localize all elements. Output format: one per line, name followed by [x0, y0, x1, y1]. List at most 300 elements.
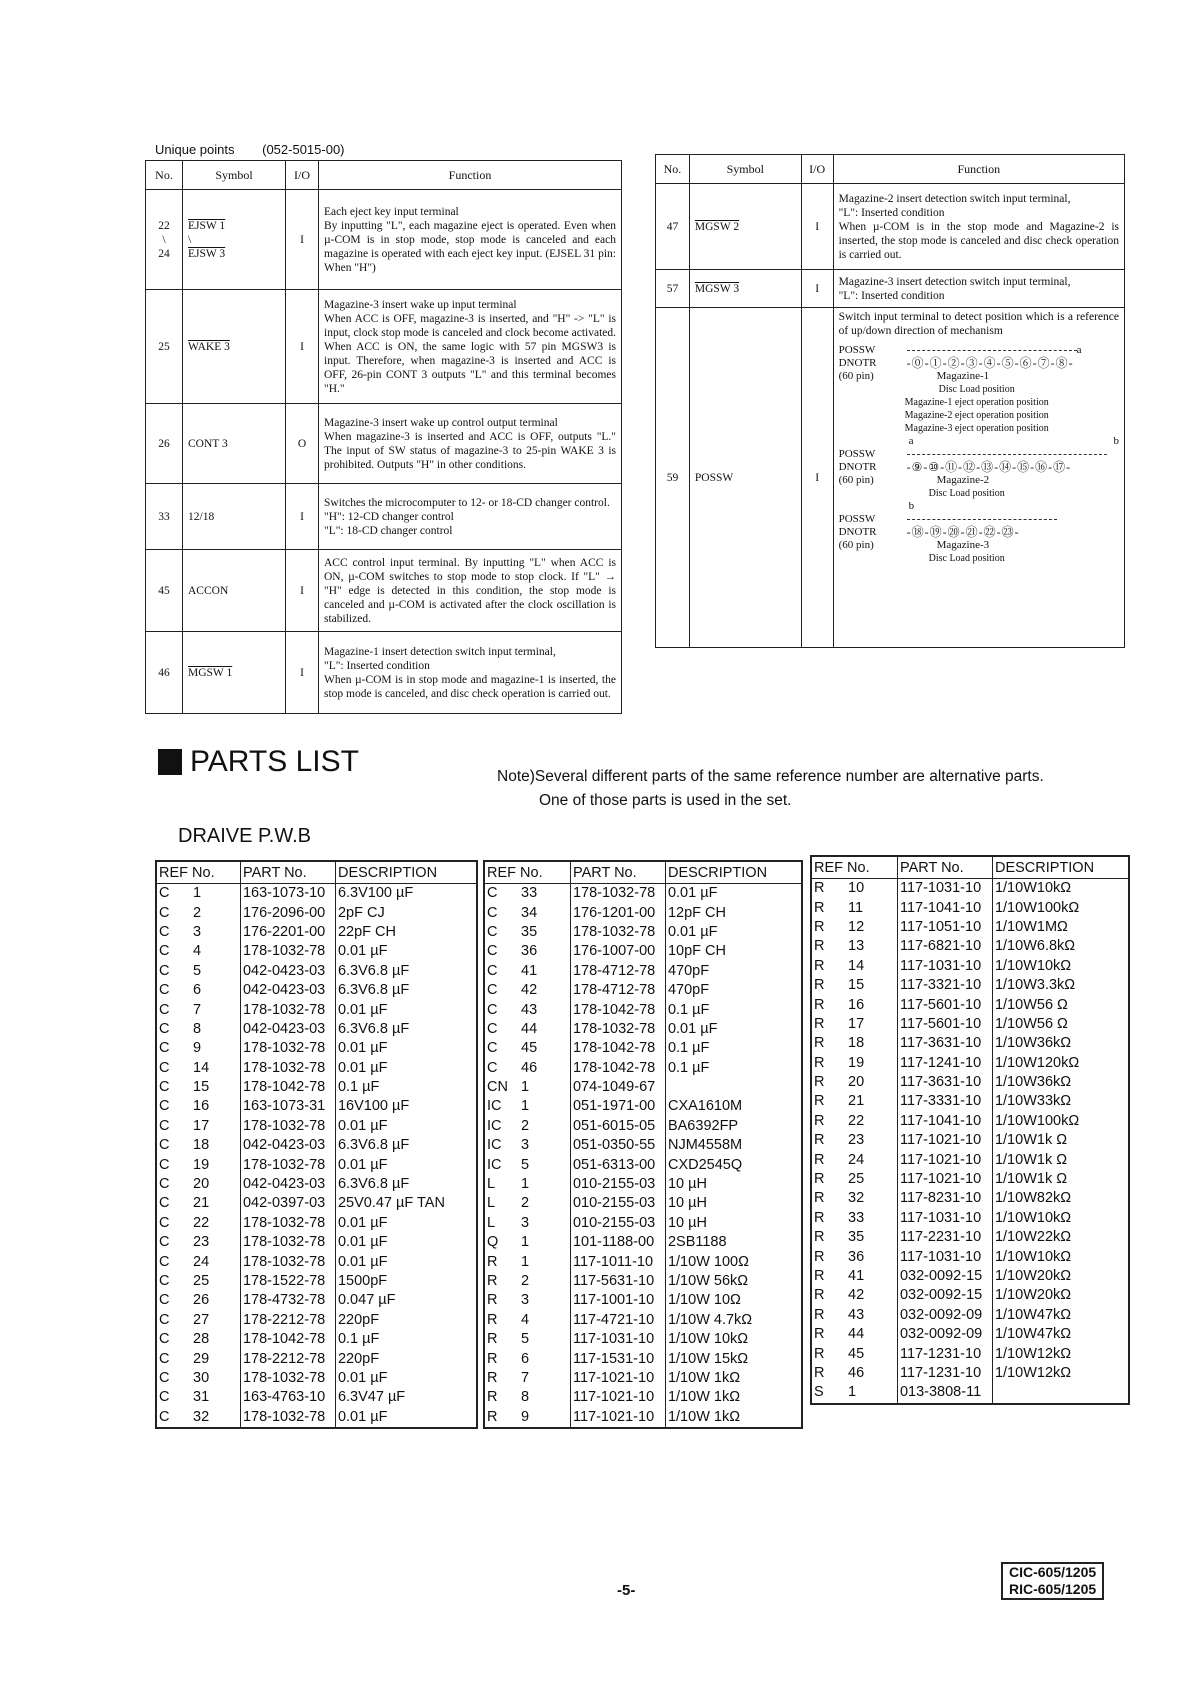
ref-number: 32 [848, 1190, 865, 1207]
page-number: -5- [617, 1582, 636, 1599]
part-number: 051-0350-55 [570, 1136, 665, 1155]
description: 1/10W56 Ω [992, 1015, 1129, 1034]
model-number-box: CIC-605/1205 RIC-605/1205 [1001, 1562, 1104, 1600]
description: 16V100 µF [335, 1097, 477, 1116]
ref-number: 1 [193, 885, 202, 902]
col-header-desc: DESCRIPTION [992, 856, 1129, 879]
table-row [811, 1267, 1129, 1286]
description: 0.1 µF [335, 1078, 477, 1097]
ref-number: 27 [193, 1311, 210, 1328]
ref-type: R [811, 1150, 842, 1169]
ref-number: 18 [193, 1137, 210, 1154]
part-number: 178-4712-78 [570, 962, 665, 981]
table-row [484, 1078, 802, 1097]
table-row [484, 1117, 802, 1136]
ref-number: 2 [521, 1273, 530, 1289]
part-number: 163-4763-10 [240, 1388, 335, 1407]
ref-type: R [811, 995, 842, 1014]
ref-type: CN [484, 1078, 515, 1097]
table-row [811, 1325, 1129, 1344]
part-number: 117-3631-10 [897, 1034, 992, 1053]
bullet-square-icon [158, 749, 182, 775]
part-number: 178-1522-78 [240, 1272, 335, 1291]
part-number: 117-1001-10 [570, 1291, 665, 1310]
function-table-right [655, 154, 1125, 648]
table-row [156, 1349, 477, 1368]
col-header-part: PART No. [240, 861, 335, 884]
pin-symbol: MGSW 1 [183, 632, 286, 714]
part-number: 013-3808-11 [897, 1383, 992, 1403]
part-number: 178-4732-78 [240, 1291, 335, 1310]
ref-number: 23 [193, 1234, 210, 1251]
ref-type: C [156, 1078, 187, 1097]
ref-number: 4 [521, 1311, 530, 1328]
pin-function: Switch input terminal to detect position which is a reference of up/down direction of mechanism POSSW a DNOTR -⓪-①-②-③-④-⑤-⑥-⑦-⑧- (60 pin) Magazine-1 Disc Load position Magazine-1 eject operation position Magazine-2 eject operation position Magazine-3 eject operation position a b POSSW DNOTR -⑨-⑩-⑪-⑫-⑬-⑭-⑮-⑯-⑰- (60 pin) Magazine-2 Disc Load position b POSSW DNOTR -⑱-⑲-⑳-㉑-㉒-㉓- (60 pin) Magazine-3 Disc Load position [833, 308, 1124, 648]
ref-number: 17 [193, 1117, 210, 1134]
ref-type: C [156, 1000, 187, 1019]
col-header-function: Function [833, 155, 1124, 184]
description: NJM4558M [665, 1136, 802, 1155]
parts-table-2 [483, 860, 803, 1429]
pin-io: I [286, 632, 319, 714]
description: 2pF CJ [335, 903, 477, 922]
table-row [811, 1073, 1129, 1092]
ref-type: R [811, 1364, 842, 1383]
ref-type: R [811, 1247, 842, 1266]
ref-type: R [811, 918, 842, 937]
description: 1/10W10kΩ [992, 879, 1129, 899]
part-number: 117-1051-10 [897, 918, 992, 937]
description: 6.3V47 µF [335, 1388, 477, 1407]
part-number: 042-0423-03 [240, 1020, 335, 1039]
description: 1/10W47kΩ [992, 1306, 1129, 1325]
part-number: 178-1042-78 [570, 1039, 665, 1058]
description: 1/10W100kΩ [992, 1112, 1129, 1131]
ref-number: 24 [848, 1151, 865, 1168]
description: 1/10W 56kΩ [665, 1272, 802, 1291]
part-number: 032-0092-15 [897, 1286, 992, 1305]
col-header-desc: DESCRIPTION [665, 861, 802, 884]
table-row [656, 270, 1125, 308]
ref-number: 43 [521, 1001, 538, 1018]
table-row [156, 1059, 477, 1078]
table-row [156, 903, 477, 922]
ref-type: C [484, 1000, 515, 1019]
ref-type: C [156, 1155, 187, 1174]
ref-type: R [811, 1286, 842, 1305]
description: 1/10W 1kΩ [665, 1369, 802, 1388]
pin-function: Magazine-1 insert detection switch input terminal, "L": Inserted condition When µ-COM is in stop mode and magazine-1 is inserted, the stop mode is canceled, and disc check operation is carried out. [319, 632, 622, 714]
ref-number: 28 [193, 1331, 210, 1348]
description: 0.047 µF [335, 1291, 477, 1310]
function-table-left [145, 160, 622, 714]
part-number: 178-4712-78 [570, 981, 665, 1000]
pin-function: Magazine-3 insert wake up input terminal When ACC is OFF, magazine-3 is inserted, and "H" -> "L" is input, clock stop mode is canceled and clock become activated. When ACC is ON, the same logic with 57 pin MGSW3 is input. Therefore, when magazine-3 is inserted and ACC is OFF, 26-pin CONT 3 outputs "L" and this terminal becomes "H." [319, 290, 622, 404]
ref-number: 44 [848, 1326, 865, 1343]
table-row [484, 1349, 802, 1368]
part-number: 117-8231-10 [897, 1189, 992, 1208]
part-number: 178-1042-78 [570, 1000, 665, 1019]
part-number: 178-1032-78 [240, 1039, 335, 1058]
ref-number: 19 [848, 1054, 865, 1071]
table-row [484, 1039, 802, 1058]
ref-type: R [811, 879, 842, 899]
part-number: 117-1231-10 [897, 1364, 992, 1383]
table-row [156, 1155, 477, 1174]
col-header-part: PART No. [570, 861, 665, 884]
part-number: 117-5601-10 [897, 995, 992, 1014]
description: 220pF [335, 1349, 477, 1368]
ref-type: C [484, 903, 515, 922]
table-row [156, 1020, 477, 1039]
table-row [156, 962, 477, 981]
ref-number: 2 [521, 1117, 530, 1134]
table-row [811, 1150, 1129, 1169]
description: 0.01 µF [335, 1039, 477, 1058]
pin-function: Switches the microcomputer to 12- or 18-CD changer control. "H": 12-CD changer control "L": 18-CD changer control [319, 484, 622, 550]
table-row [811, 1344, 1129, 1363]
ref-type: C [156, 1175, 187, 1194]
position-diagram: POSSW a DNOTR -⓪-①-②-③-④-⑤-⑥-⑦-⑧- (60 pin) Magazine-1 Disc Load position Magazine-1 eject operation position Magazine-2 eject operation position Magazine-3 eject operation position a b POSSW DNOTR -⑨-⑩-⑪-⑫-⑬-⑭-⑮-⑯-⑰- (60 pin) Magazine-2 Disc Load position b POSSW DNOTR -⑱-⑲-⑳-㉑-㉒-㉓- (60 pin) Magazine-3 Disc Load position [838, 344, 1119, 564]
ref-type: L [484, 1175, 515, 1194]
table-row [811, 1228, 1129, 1247]
part-number: 176-2096-00 [240, 903, 335, 922]
description: 1/10W6.8kΩ [992, 937, 1129, 956]
ref-number: 1 [521, 1253, 530, 1270]
table-row [484, 903, 802, 922]
part-number: 178-1032-78 [240, 1000, 335, 1019]
ref-number: 29 [193, 1350, 210, 1367]
ref-number: 22 [193, 1214, 210, 1231]
table-row [811, 1306, 1129, 1325]
ref-number: 3 [521, 1214, 530, 1231]
description: 0.1 µF [335, 1330, 477, 1349]
ref-type: C [484, 1020, 515, 1039]
ref-type: C [484, 1039, 515, 1058]
table-row [484, 1175, 802, 1194]
ref-type: C [156, 1330, 187, 1349]
table-row [811, 1364, 1129, 1383]
ref-number: 12 [848, 918, 865, 935]
col-header-io: I/O [286, 161, 319, 190]
description: 1/10W 1kΩ [665, 1388, 802, 1407]
part-number: 117-1031-10 [897, 1209, 992, 1228]
table-row [811, 1286, 1129, 1305]
ref-number: 14 [193, 1059, 210, 1076]
description: 1/10W3.3kΩ [992, 976, 1129, 995]
ref-type: R [811, 1325, 842, 1344]
ref-type: R [484, 1349, 515, 1368]
ref-type: C [156, 1059, 187, 1078]
board-subtitle: DRAIVE P.W.B [178, 825, 312, 847]
ref-type: C [156, 923, 187, 942]
part-number: 032-0092-09 [897, 1306, 992, 1325]
table-row [484, 884, 802, 904]
description [665, 1078, 802, 1097]
part-number: 117-5631-10 [570, 1272, 665, 1291]
table-row [146, 550, 622, 632]
table-row [484, 1388, 802, 1407]
ref-number: 18 [848, 1035, 865, 1052]
description: 1/10W 100Ω [665, 1252, 802, 1271]
col-header-ref: REF No. [484, 861, 570, 884]
col-header-no: No. [656, 155, 690, 184]
part-number: 178-1032-78 [570, 884, 665, 904]
description: 1/10W12kΩ [992, 1364, 1129, 1383]
description: 1/10W12kΩ [992, 1344, 1129, 1363]
ref-number: 44 [521, 1020, 538, 1037]
table-row [484, 1097, 802, 1116]
table-row [811, 1015, 1129, 1034]
part-number: 178-1032-78 [570, 1020, 665, 1039]
description: 1/10W1k Ω [992, 1131, 1129, 1150]
ref-number: 11 [848, 899, 864, 916]
table-row [484, 1155, 802, 1174]
ref-number: 42 [848, 1287, 865, 1304]
ref-number: 26 [193, 1292, 210, 1309]
ref-number: 5 [521, 1156, 530, 1173]
description: 1/10W20kΩ [992, 1286, 1129, 1305]
ref-number: 20 [848, 1074, 865, 1091]
table-row [811, 898, 1129, 917]
description: 220pF [335, 1311, 477, 1330]
pin-number: 33 [146, 484, 183, 550]
part-number: 178-1032-78 [240, 1155, 335, 1174]
ref-number: 15 [848, 977, 865, 994]
part-number: 032-0092-15 [897, 1267, 992, 1286]
description: 1/10W 1kΩ [665, 1408, 802, 1428]
description: 12pF CH [665, 903, 802, 922]
ref-number: 9 [521, 1408, 530, 1425]
ref-number: 20 [193, 1176, 210, 1193]
table-row [484, 923, 802, 942]
ref-type: C [156, 1020, 187, 1039]
ref-number: 15 [193, 1079, 210, 1096]
table-row [811, 918, 1129, 937]
ref-number: 3 [521, 1137, 530, 1154]
ref-number: 7 [521, 1369, 530, 1386]
table-row [811, 1383, 1129, 1403]
ref-type: R [811, 1073, 842, 1092]
part-number: 042-0423-03 [240, 1175, 335, 1194]
table-row [811, 1131, 1129, 1150]
description: 1/10W1k Ω [992, 1170, 1129, 1189]
ref-type: R [811, 976, 842, 995]
table-row [484, 942, 802, 961]
table-row [811, 1189, 1129, 1208]
ref-number: 5 [521, 1331, 530, 1348]
ref-number: 5 [193, 962, 202, 979]
ref-number: 21 [193, 1195, 210, 1212]
ref-type: C [484, 1059, 515, 1078]
table-row [156, 1078, 477, 1097]
ref-number: 3 [193, 923, 202, 940]
description: 10pF CH [665, 942, 802, 961]
description: 1/10W120kΩ [992, 1054, 1129, 1073]
table-row [156, 942, 477, 961]
ref-number: 1 [848, 1384, 857, 1401]
table-row [811, 1247, 1129, 1266]
ref-number: 41 [521, 962, 538, 979]
ref-number: 6 [521, 1350, 530, 1367]
ref-type: R [811, 1189, 842, 1208]
pin-function: Magazine-3 insert detection switch input terminal, "L": Inserted condition [833, 270, 1124, 308]
description: CXD2545Q [665, 1155, 802, 1174]
table-row [484, 1136, 802, 1155]
ref-type: IC [484, 1136, 515, 1155]
table-row [484, 1214, 802, 1233]
part-number: 163-1073-10 [240, 884, 335, 904]
table-row [811, 1034, 1129, 1053]
description: 470pF [665, 981, 802, 1000]
table-row [811, 879, 1129, 899]
part-number: 176-2201-00 [240, 923, 335, 942]
ref-type: C [156, 962, 187, 981]
description: 0.1 µF [665, 1039, 802, 1058]
part-number: 178-1032-78 [240, 1117, 335, 1136]
part-number: 178-2212-78 [240, 1311, 335, 1330]
pin-io: I [286, 290, 319, 404]
description: 0.01 µF [335, 1214, 477, 1233]
ref-type: C [156, 981, 187, 1000]
table-row [156, 1291, 477, 1310]
description: 1/10W20kΩ [992, 1267, 1129, 1286]
part-number: 117-1031-10 [897, 1247, 992, 1266]
ref-type: C [484, 942, 515, 961]
ref-type: Q [484, 1233, 515, 1252]
ref-type: IC [484, 1155, 515, 1174]
ref-type: C [156, 1136, 187, 1155]
pin-io: O [286, 404, 319, 484]
part-number: 117-1031-10 [570, 1330, 665, 1349]
part-number: 178-1032-78 [240, 1059, 335, 1078]
ref-type: C [156, 1117, 187, 1136]
part-number: 042-0397-03 [240, 1194, 335, 1213]
description: 1/10W10kΩ [992, 957, 1129, 976]
pin-number: 46 [146, 632, 183, 714]
part-number: 042-0423-03 [240, 981, 335, 1000]
ref-number: 33 [848, 1209, 865, 1226]
pin-symbol: MGSW 3 [689, 270, 801, 308]
ref-number: 10 [848, 880, 865, 897]
description: 0.01 µF [335, 1252, 477, 1271]
description: 1/10W82kΩ [992, 1189, 1129, 1208]
part-number: 178-2212-78 [240, 1349, 335, 1368]
table-row [156, 1369, 477, 1388]
table-row [484, 1311, 802, 1330]
description: 1/10W1k Ω [992, 1150, 1129, 1169]
table-row [811, 1092, 1129, 1111]
pin-symbol: CONT 3 [183, 404, 286, 484]
ref-type: C [156, 1311, 187, 1330]
pin-function: ACC control input terminal. By inputting "L" when ACC is ON, µ-COM switches to stop mode to stop clock. If "L" → "H" edge is detected in this condition, the stop mode is canceled and µ-COM is activated after the clock oscillation is stabilized. [319, 550, 622, 632]
description: 0.01 µF [335, 1369, 477, 1388]
part-number: 117-1031-10 [897, 957, 992, 976]
ref-type: R [484, 1369, 515, 1388]
description: 1/10W10kΩ [992, 1209, 1129, 1228]
part-number: 117-6821-10 [897, 937, 992, 956]
description: 1/10W1MΩ [992, 918, 1129, 937]
description: 1/10W36kΩ [992, 1073, 1129, 1092]
table-row [484, 1233, 802, 1252]
part-number: 117-1021-10 [570, 1388, 665, 1407]
pin-symbol: POSSW [689, 308, 801, 648]
description: 0.01 µF [335, 1155, 477, 1174]
table-row [484, 981, 802, 1000]
description: 0.01 µF [665, 1020, 802, 1039]
col-header-ref: REF No. [156, 861, 240, 884]
ref-number: 46 [848, 1364, 865, 1381]
pin-symbol: 12/18 [183, 484, 286, 550]
part-number: 117-1041-10 [897, 1112, 992, 1131]
ref-type: R [811, 898, 842, 917]
part-number: 010-2155-03 [570, 1194, 665, 1213]
table-row [484, 962, 802, 981]
description: 10 µH [665, 1214, 802, 1233]
description: 1/10W10kΩ [992, 1247, 1129, 1266]
ref-number: 25 [848, 1171, 865, 1188]
col-header-io: I/O [801, 155, 833, 184]
table-row [811, 1209, 1129, 1228]
col-header-desc: DESCRIPTION [335, 861, 477, 884]
description: 10 µH [665, 1175, 802, 1194]
ref-number: 8 [193, 1020, 202, 1037]
pin-number: 26 [146, 404, 183, 484]
description: 0.01 µF [335, 1117, 477, 1136]
table-row [811, 957, 1129, 976]
ref-type: C [156, 1272, 187, 1291]
part-number: 101-1188-00 [570, 1233, 665, 1252]
table-row [484, 1000, 802, 1019]
table-row [811, 1054, 1129, 1073]
description: 1/10W47kΩ [992, 1325, 1129, 1344]
col-header-function: Function [319, 161, 622, 190]
ref-type: R [811, 1228, 842, 1247]
col-header-ref: REF No. [811, 856, 897, 879]
description: 1/10W 15kΩ [665, 1349, 802, 1368]
table-row [156, 981, 477, 1000]
ref-number: 32 [193, 1408, 210, 1425]
ref-type: C [156, 884, 187, 904]
ref-number: 1 [521, 1098, 530, 1115]
ref-type: C [156, 1408, 187, 1428]
table-row [811, 1112, 1129, 1131]
ref-type: C [156, 1388, 187, 1407]
table-row [156, 1408, 477, 1428]
part-number: 178-1032-78 [240, 1214, 335, 1233]
table-row [484, 1369, 802, 1388]
header-code: (052-5015-00) [262, 142, 345, 157]
description: 0.01 µF [665, 923, 802, 942]
ref-number: 36 [521, 943, 538, 960]
col-header-part: PART No. [897, 856, 992, 879]
ref-type: R [484, 1252, 515, 1271]
description: 470pF [665, 962, 802, 981]
description: 0.1 µF [665, 1000, 802, 1019]
description: 6.3V100 µF [335, 884, 477, 904]
description: 0.01 µF [335, 1059, 477, 1078]
ref-type: C [156, 1369, 187, 1388]
part-number: 178-1032-78 [240, 1369, 335, 1388]
col-header-symbol: Symbol [183, 161, 286, 190]
pin-io: I [801, 270, 833, 308]
pin-symbol: EJSW 1 \ EJSW 3 [183, 190, 286, 290]
description: 1/10W56 Ω [992, 995, 1129, 1014]
part-number: 178-1042-78 [570, 1059, 665, 1078]
part-number: 178-1042-78 [240, 1078, 335, 1097]
unique-points-title [155, 142, 369, 157]
ref-type: R [811, 1112, 842, 1131]
